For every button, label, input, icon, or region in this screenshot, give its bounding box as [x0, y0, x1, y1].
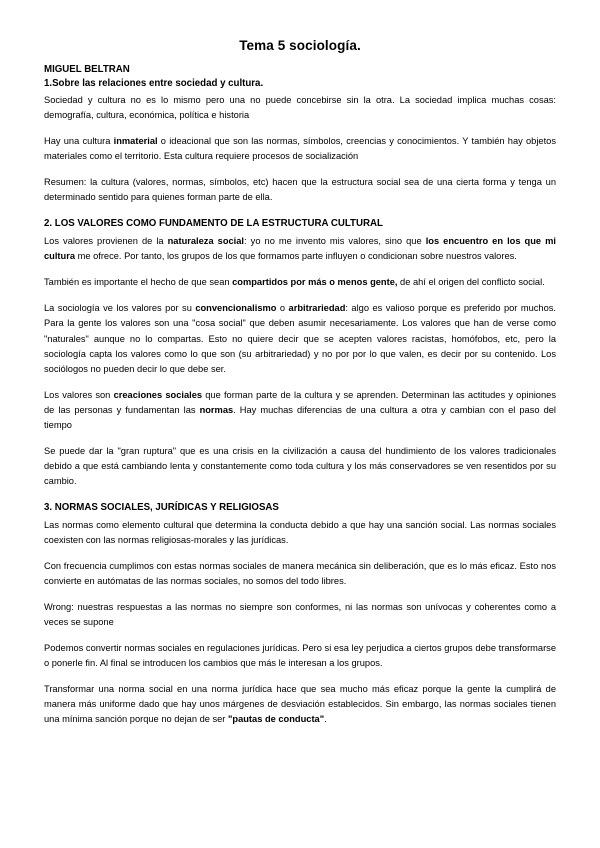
page-title: Tema 5 sociología. [239, 38, 361, 53]
paragraph: Sociedad y cultura no es lo mismo pero una no puede concebirse sin la otra. La sociedad implica muchas cosas: demografía, cultura, económica, política e historia [44, 95, 556, 121]
paragraph: Resumen: la cultura (valores, normas, símbolos, etc) hacen que la estructura social sea de una cierta forma y tenga un determinado sentido para quienes forman parte de ella. [44, 177, 556, 203]
author-name: MIGUEL BELTRAN [44, 64, 130, 75]
paragraph: Los valores son creaciones sociales que forman parte de la cultura y se aprenden. Determinan las actitudes y opiniones de las personas y fundamentan las normas. Hay muchas diferencias de una cultura a otra y cambian con el paso del tiempo [44, 389, 556, 430]
paragraph: Con frecuencia cumplimos con estas normas sociales de manera mecánica sin deliberación, que es lo más eficaz. Esto nos convierte en autómatas de las normas sociales, no somos del todo libres. [44, 561, 556, 587]
section-heading-1: 1.Sobre las relaciones entre sociedad y cultura. [44, 78, 264, 89]
paragraph: También es importante el hecho de que sean compartidos por más o menos gente, de ahí el origen del conflicto social. [44, 277, 545, 288]
paragraph: Hay una cultura inmaterial o ideacional que son las normas, símbolos, creencias y conocimientos. Y también hay objetos materiales como el territorio. Esta cultura requiere procesos de socialización [44, 136, 556, 162]
paragraph: Wrong: nuestras respuestas a las normas no siempre son conformes, ni las normas son unívocas y coherentes como a veces se supone [44, 602, 556, 628]
section-heading-3: 3. NORMAS SOCIALES, JURÍDICAS Y RELIGIOSAS [44, 501, 279, 513]
paragraph: La sociología ve los valores por su convencionalismo o arbitrariedad: algo es valioso porque es preferido por muchos. Para la gente los valores son una "cosa social" que deben asumir necesariamente. Los valores que han de verse como "naturales" aunque no lo compartas. Esto no quiere decir que se acepten valores racistas, homófobos, etc, pero la sociología capta los valores como lo que son (su arbitrariedad) y no por por lo que valen, es decir por su contenido. Los sociólogos no pueden decir lo que debe ser. [44, 303, 556, 374]
section-heading-2: 2. LOS VALORES COMO FUNDAMENTO DE LA ESTRUCTURA CULTURAL [44, 218, 383, 230]
paragraph: Transformar una norma social en una norma jurídica hace que sea mucho más eficaz porque la gente la cumplirá de manera más uniforme dado que hay unos márgenes de desviación establecidos. Sin embargo, las normas sociales tienen una mínima sanción porque no dejan de ser "pautas de conducta". [44, 684, 556, 725]
paragraph: Podemos convertir normas sociales en regulaciones jurídicas. Pero si esa ley perjudica a ciertos grupos debe transformarse o ponerle fin. Al final se introducen los cambios que más le interesan a los grupos. [44, 643, 556, 669]
paragraph: Los valores provienen de la naturaleza social: yo no me invento mis valores, sino que los encuentro en los que mi cultura me ofrece. Por tanto, los grupos de los que formamos parte influyen o condicionan sobre nuestros valores. [44, 236, 556, 262]
paragraph: Las normas como elemento cultural que determina la conducta debido a que hay una sanción social. Las normas sociales coexisten con las normas religiosas-morales y las jurídicas. [44, 519, 556, 545]
paragraph: Se puede dar la "gran ruptura" que es una crisis en la civilización a causa del hundimiento de los valores tradicionales debido a que está cambiando lenta y constantemente como toda cultura y los más conservadores se ven resentidos por su cambio. [44, 445, 556, 486]
